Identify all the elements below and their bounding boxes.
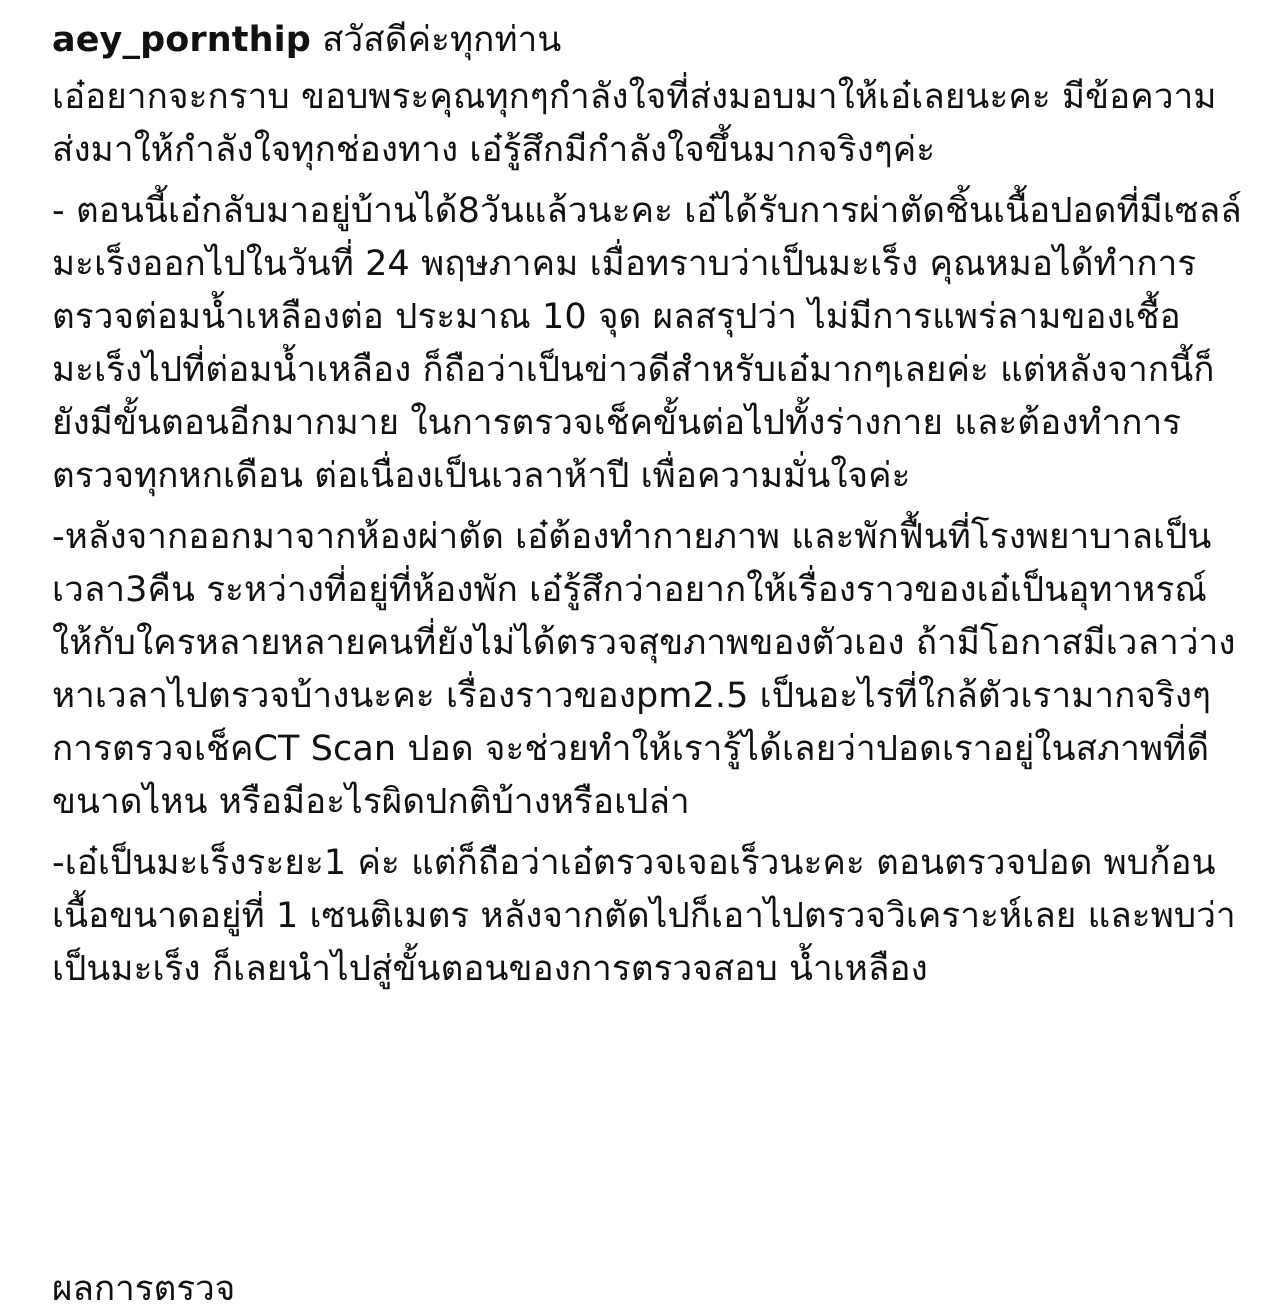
post-caption <box>52 14 1242 996</box>
clipped-next-line-text: ผลการตรวจ <box>52 1269 236 1309</box>
username-link[interactable]: aey_pornthip <box>52 20 311 60</box>
caption-paragraph-2: - ตอนนี้เอ๋กลับมาอยู่บ้านได้8วันแล้วนะคะ เอ๋ได้รับการผ่าตัดชิ้นเนื้อปอดที่มีเซลล์มะเร็งออกไปในวันที่ 24 พฤษภาคม เมื่อทราบว่าเป็นมะเร็ง คุณหมอได้ทำการตรวจต่อมน้ำเหลืองต่อ ประมาณ 10 จุด ผลสรุปว่า ไม่มีการแพร่ลามของเชื้อมะเร็งไปที่ต่อมน้ำเหลือง ก็ถือว่าเป็นข่าวดีสำหรับเอ๋มากๆเลยค่ะ แต่หลังจากนี้ก็ยังมีขั้นตอนอีกมากมาย ในการตรวจเช็คขั้นต่อไปทั้งร่างกาย และต้องทำการตรวจทุกหกเดือน ต่อเนื่องเป็นเวลาห้าปี เพื่อความมั่นใจค่ะ <box>52 191 1242 496</box>
caption-paragraph-4: -เอ๋เป็นมะเร็งระยะ1 ค่ะ แต่ก็ถือว่าเอ๋ตรวจเจอเร็วนะคะ ตอนตรวจปอด พบก้อนเนื้อขนาดอยู่ที่ 1 เซนติเมตร หลังจากตัดไปก็เอาไปตรวจวิเคราะห์เลย และพบว่าเป็นมะเร็ง ก็เลยนำไปสู่ขั้นตอนของการตรวจสอบ น้ำเหลือง <box>52 843 1236 989</box>
caption-paragraph-3: -หลังจากออกมาจากห้องผ่าตัด เอ๋ต้องทำกายภาพ และพักฟื้นที่โรงพยาบาลเป็นเวลา3คืน ระหว่างที่อยู่ที่ห้องพัก เอ๋รู้สึกว่าอยากให้เรื่องราวของเอ๋เป็นอุทาหรณ์ให้กับใครหลายหลายคนที่ยังไม่ได้ตรวจสุขภาพของตัวเอง ถ้ามีโอกาสมีเวลาว่างหาเวลาไปตรวจบ้างนะคะ เรื่องราวของpm2.5 เป็นอะไรที่ใกล้ตัวเรามากจริงๆ การตรวจเช็คCT Scan ปอด จะช่วยทำให้เรารู้ได้เลยว่าปอดเราอยู่ในสภาพที่ดีขนาดไหน หรือมีอะไรผิดปกติบ้างหรือเปล่า <box>52 517 1236 822</box>
clipped-next-line <box>52 1269 252 1309</box>
caption-header <box>52 14 1242 67</box>
caption-paragraph-1: เอ๋อยากจะกราบ ขอบพระคุณทุกๆกำลังใจที่ส่งมอบมาให้เอ๋เลยนะคะ มีข้อความส่งมาให้กำลังใจทุกช่องทาง เอ๋รู้สึกมีกำลังใจขึ้นมากจริงๆค่ะ <box>52 77 1217 170</box>
greeting-text: สวัสดีค่ะทุกท่าน <box>322 20 562 60</box>
